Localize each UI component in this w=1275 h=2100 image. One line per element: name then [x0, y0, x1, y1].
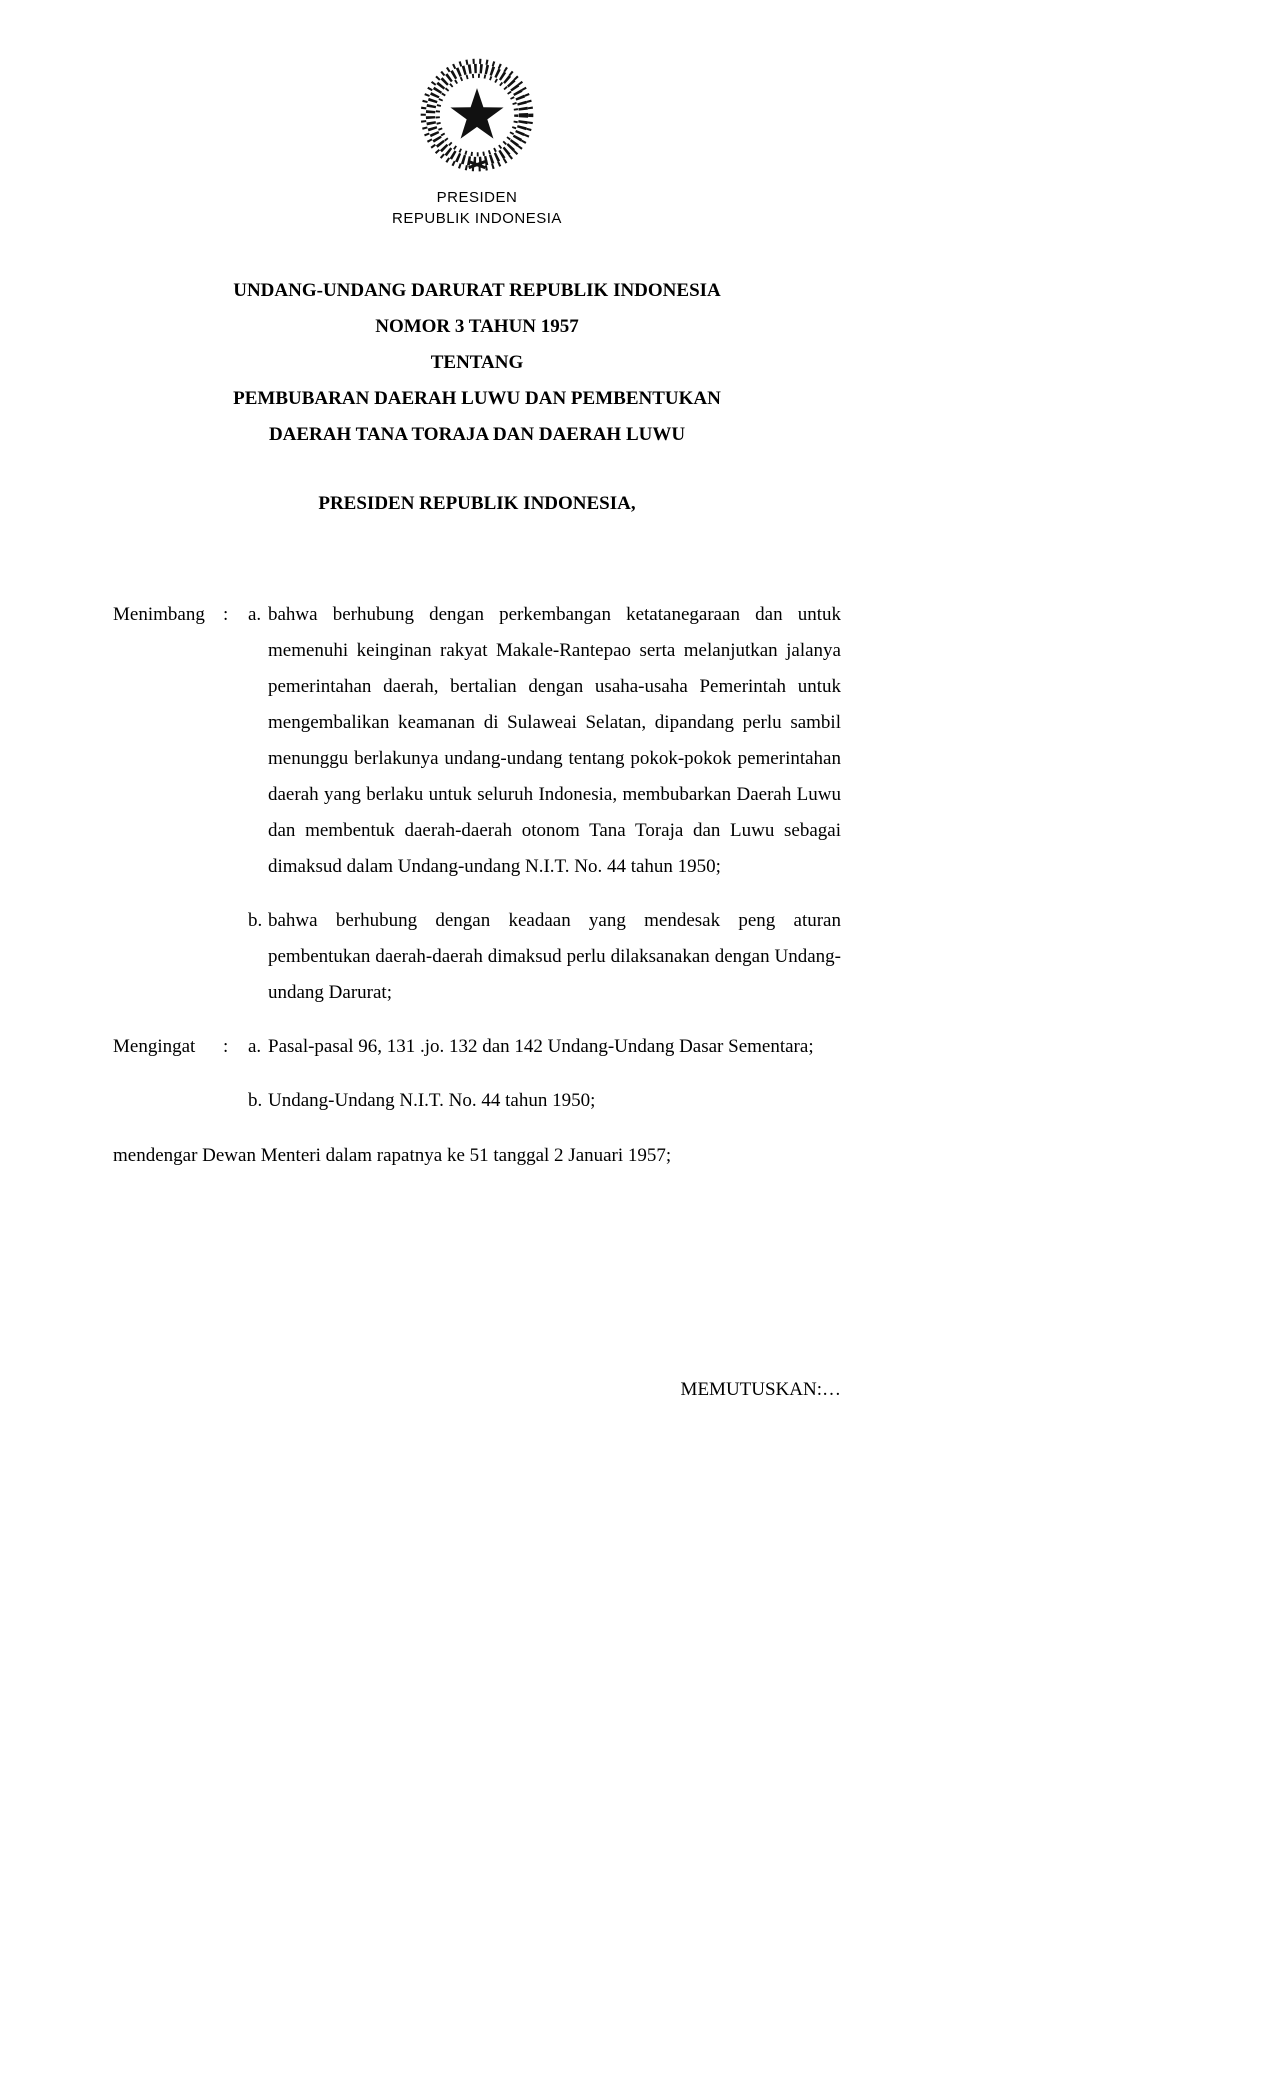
- clause-mengingat-item-a: [113, 1029, 841, 1065]
- item-marker: a.: [248, 1036, 262, 1057]
- item-marker: b.: [248, 910, 263, 931]
- clause-colon: :: [223, 604, 229, 625]
- item-marker: a.: [248, 604, 262, 625]
- title-line-2: NOMOR 3 TAHUN 1957: [375, 316, 579, 337]
- institution-line2: REPUBLIK INDONESIA: [392, 210, 562, 227]
- item-marker: b.: [248, 1090, 263, 1111]
- salutation: PRESIDEN REPUBLIK INDONESIA,: [318, 493, 636, 514]
- title-line-4: PEMBUBARAN DAERAH LUWU DAN PEMBENTUKAN: [233, 388, 721, 409]
- clause-menimbang-item-a: [113, 597, 841, 885]
- title-line-3: TENTANG: [430, 352, 524, 373]
- item-text: bahwa berhubung dengan keadaan yang mendesak peng aturan pembentukan daerah-daerah dimaksud perlu dilaksanakan dengan Undang-undang Darurat;: [268, 910, 841, 1003]
- item-text: Undang-Undang N.I.T. No. 44 tahun 1950;: [268, 1090, 596, 1111]
- national-emblem: [113, 52, 841, 181]
- clause-label: Mengingat: [113, 1036, 196, 1057]
- item-text: Pasal-pasal 96, 131 .jo. 132 dan 142 Undang-Undang Dasar Sementara;: [268, 1036, 814, 1057]
- continuation-marker: MEMUTUSKAN:…: [680, 1379, 841, 1400]
- institution-header: [113, 187, 841, 229]
- item-text: bahwa berhubung dengan perkembangan ketatanegaraan dan untuk memenuhi keinginan rakyat Makale-Rantepao serta melanjutkan jalanya pemerintahan daerah, bertalian dengan usaha-usaha Pemerintah untuk mengembalikan keamanan di Sulaweai Selatan, dipandang perlu sambil menunggu berlakunya undang-undang tentang pokok-pokok pemerintahan daerah yang berlaku untuk seluruh Indonesia, membubarkan Daerah Luwu dan membentuk daerah-daerah otonom Tana Toraja dan Luwu sebagai dimaksud dalam Undang-undang N.I.T. No. 44 tahun 1950;: [268, 604, 841, 877]
- document-body: [113, 597, 841, 1408]
- institution-line1: PRESIDEN: [436, 189, 518, 206]
- star-wreath-icon: [415, 52, 539, 176]
- document-title: [113, 273, 841, 453]
- document-content: [113, 0, 841, 1408]
- title-line-1: UNDANG-UNDANG DARURAT REPUBLIK INDONESIA: [233, 280, 721, 301]
- clause-colon: :: [223, 1036, 229, 1057]
- title-line-5: DAERAH TANA TORAJA DAN DAERAH LUWU: [268, 424, 686, 445]
- clause-mengingat-item-b: [113, 1083, 841, 1119]
- clause-menimbang-item-b: [113, 903, 841, 1011]
- closing-line: mendengar Dewan Menteri dalam rapatnya ke 51 tanggal 2 Januari 1957;: [113, 1145, 672, 1166]
- clause-label: Menimbang: [113, 604, 205, 625]
